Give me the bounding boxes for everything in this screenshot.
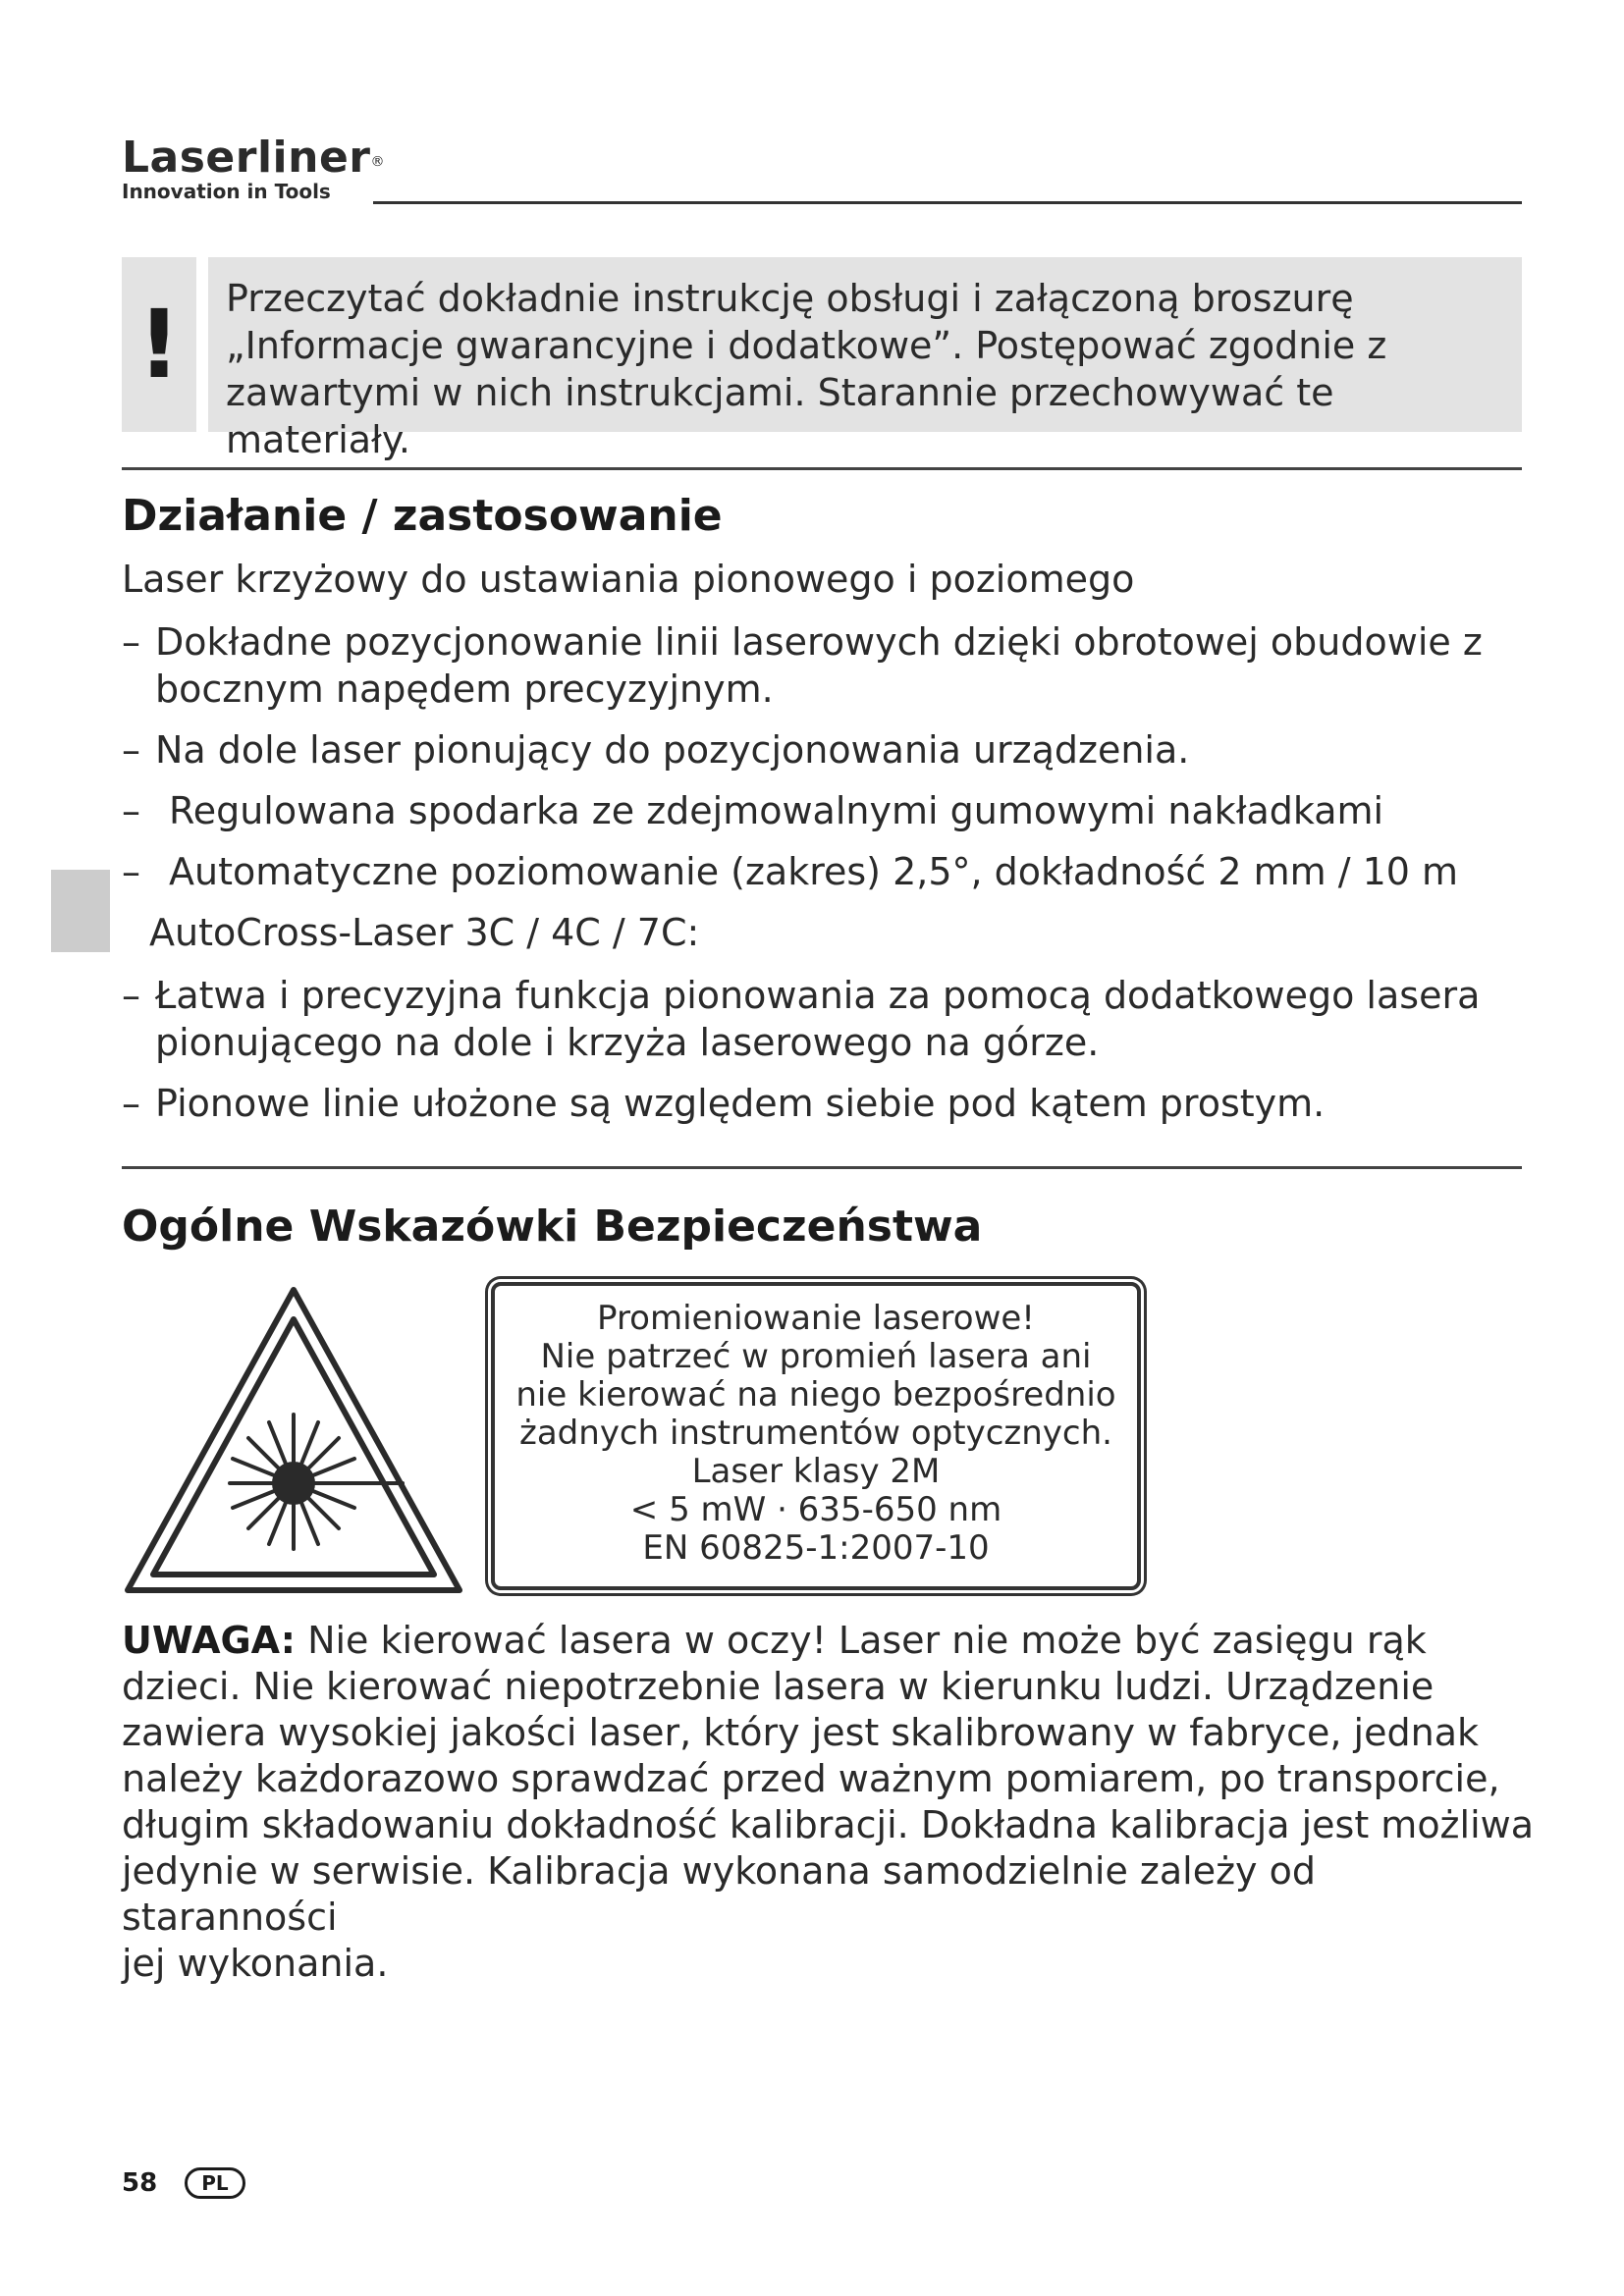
list-item: – Pionowe linie ułożone są względem siebie pod kątem prostym.: [122, 1082, 1326, 1125]
label-line: Promieniowanie laserowe!: [597, 1299, 1035, 1338]
brand-name: Laserliner®: [122, 133, 385, 183]
side-marker-tab: [51, 870, 110, 952]
laser-class-label: [491, 1282, 1141, 1590]
label-line: Nie patrzeć w promień lasera ani: [540, 1337, 1092, 1376]
list-item: – Automatyczne poziomowanie (zakres) 2,5°, dokładność 2 mm / 10 m: [122, 850, 1459, 893]
function-intro: Laser krzyżowy do ustawiania pionowego i poziomego: [122, 558, 1135, 601]
brand-tagline: Innovation in Tools: [122, 180, 331, 203]
notice-line: „Informacje gwarancyjne i dodatkowe”. Postępować zgodnie z: [226, 324, 1387, 367]
section-divider: [122, 1166, 1522, 1169]
warning-label: UWAGA:: [122, 1619, 296, 1662]
page-number: 58: [122, 2168, 158, 2198]
section-title-function: Działanie / zastosowanie: [122, 491, 723, 541]
label-line: nie kierować na niego bezpośrednio: [515, 1375, 1116, 1415]
language-badge: PL: [185, 2167, 244, 2199]
page-footer: [122, 2167, 245, 2199]
laser-warning-icon: [122, 1282, 465, 1596]
function-content: [122, 556, 1536, 1141]
section-divider: [122, 467, 1522, 470]
label-line: < 5 mW · 635-650 nm: [629, 1490, 1002, 1529]
exclamation-icon: !: [122, 257, 196, 432]
section-title-safety: Ogólne Wskazówki Bezpieczeństwa: [122, 1201, 983, 1252]
notice-box: [208, 257, 1522, 461]
list-item: – Dokładne pozycjonowanie linii laserowych dzięki obrotowej obudowie z bocznym napędem precyzyjnym.: [122, 620, 1483, 711]
label-line: Laser klasy 2M: [691, 1452, 941, 1491]
list-item: – Na dole laser pionujący do pozycjonowania urządzenia.: [122, 728, 1190, 772]
header-divider: [373, 201, 1522, 204]
notice-line: zawartymi w nich instrukcjami. Starannie przechowywać te materiały.: [226, 371, 1334, 461]
brand-logo: [122, 135, 385, 202]
label-line: żadnych instrumentów optycznych.: [519, 1414, 1112, 1453]
label-line: EN 60825-1:2007-10: [642, 1528, 990, 1568]
list-item: – Łatwa i precyzyjna funkcja pionowania za pomocą dodatkowego lasera pionującego na dole i krzyża laserowego na górze.: [122, 974, 1481, 1064]
notice-line: Przeczytać dokładnie instrukcję obsługi i załączoną broszurę: [226, 277, 1354, 320]
list-item: – Regulowana spodarka ze zdejmowalnymi gumowymi nakładkami: [122, 789, 1384, 832]
registered-mark: ®: [370, 154, 385, 170]
warning-paragraph: UWAGA: Nie kierować lasera w oczy! Laser nie może być zasięgu rąk dzieci. Nie kierować niepotrzebnie lasera w kierunku ludzi. Urządzenie zawiera wysokiej jakości laser, który jest skalibrowany w fabryce, jednak należy każdorazowo sprawdzać przed ważnym pomiarem, po transporcie, długim składowaniu dokładność kalibracji. Dokładna kalibracja jest możliwa jedynie w serwisie. Kalibracja wykonana samodzielnie zależy od staranności jej wykonania.: [122, 1619, 1534, 1985]
models-subheading: AutoCross-Laser 3C / 4C / 7C:: [149, 911, 700, 954]
